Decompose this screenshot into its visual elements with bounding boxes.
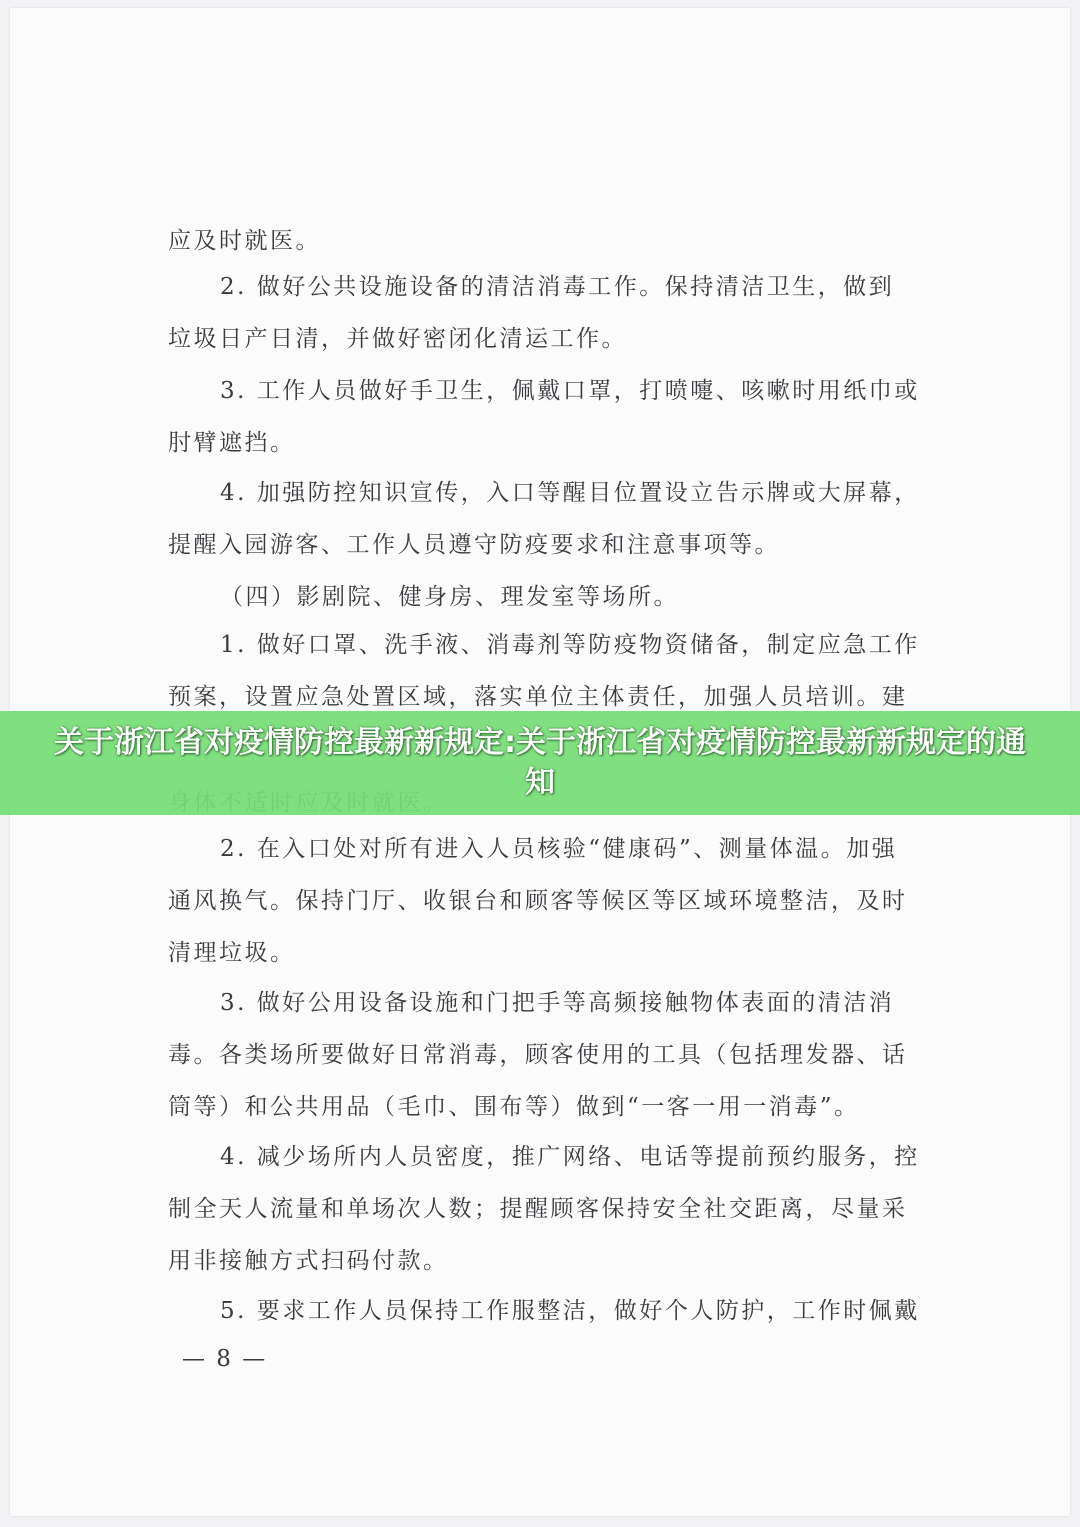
body-text-line: 清理垃圾。 (168, 940, 296, 966)
body-text-line: 筒等）和公共用品（毛巾、围布等）做到“一客一用一消毒”。 (168, 1094, 860, 1120)
page-number: — 8 — (182, 1346, 268, 1372)
body-text-line: 2. 在入口处对所有进入人员核验“健康码”、测量体温。加强 (220, 836, 898, 862)
banner-title: 关于浙江省对疫情防控最新新规定:关于浙江省对疫情防控最新新规定的通知 (54, 725, 1026, 800)
section-heading: （四）影剧院、健身房、理发室等场所。 (220, 584, 679, 610)
body-text-line: 3. 做好公用设备设施和门把手等高频接触物体表面的清洁消 (220, 990, 895, 1016)
body-text-line: 毒。各类场所要做好日常消毒，顾客使用的工具（包括理发器、话 (168, 1042, 908, 1068)
title-banner (0, 711, 1080, 815)
body-text-line: 3. 工作人员做好手卫生，佩戴口罩，打喷嚏、咳嗽时用纸巾或 (220, 378, 920, 404)
body-text-line: 预案，设置应急处置区域，落实单位主体责任，加强人员培训。建 (168, 684, 908, 710)
body-text-line: 2. 做好公共设施设备的清洁消毒工作。保持清洁卫生，做到 (220, 274, 895, 300)
body-text-line: 1. 做好口罩、洗手液、消毒剂等防疫物资储备，制定应急工作 (220, 632, 920, 658)
body-text-line: 肘臂遮挡。 (168, 430, 296, 456)
body-text-line: 提醒入园游客、工作人员遵守防疫要求和注意事项等。 (168, 532, 780, 558)
body-text-line: 制全天人流量和单场次人数；提醒顾客保持安全社交距离，尽量采 (168, 1196, 908, 1222)
body-text-line: 用非接触方式扫码付款。 (168, 1248, 449, 1274)
body-text-line: 5. 要求工作人员保持工作服整洁，做好个人防护，工作时佩戴 (220, 1298, 920, 1324)
body-text-line: 垃圾日产日清，并做好密闭化清运工作。 (168, 326, 627, 352)
body-text-line: 通风换气。保持门厅、收银台和顾客等候区等区域环境整洁，及时 (168, 888, 908, 914)
body-text-line: 4. 加强防控知识宣传，入口等醒目位置设立告示牌或大屏幕， (220, 480, 920, 506)
body-text-line: 应及时就医。 (168, 228, 321, 254)
body-text-line: 4. 减少场所内人员密度，推广网络、电话等提前预约服务，控 (220, 1144, 920, 1170)
